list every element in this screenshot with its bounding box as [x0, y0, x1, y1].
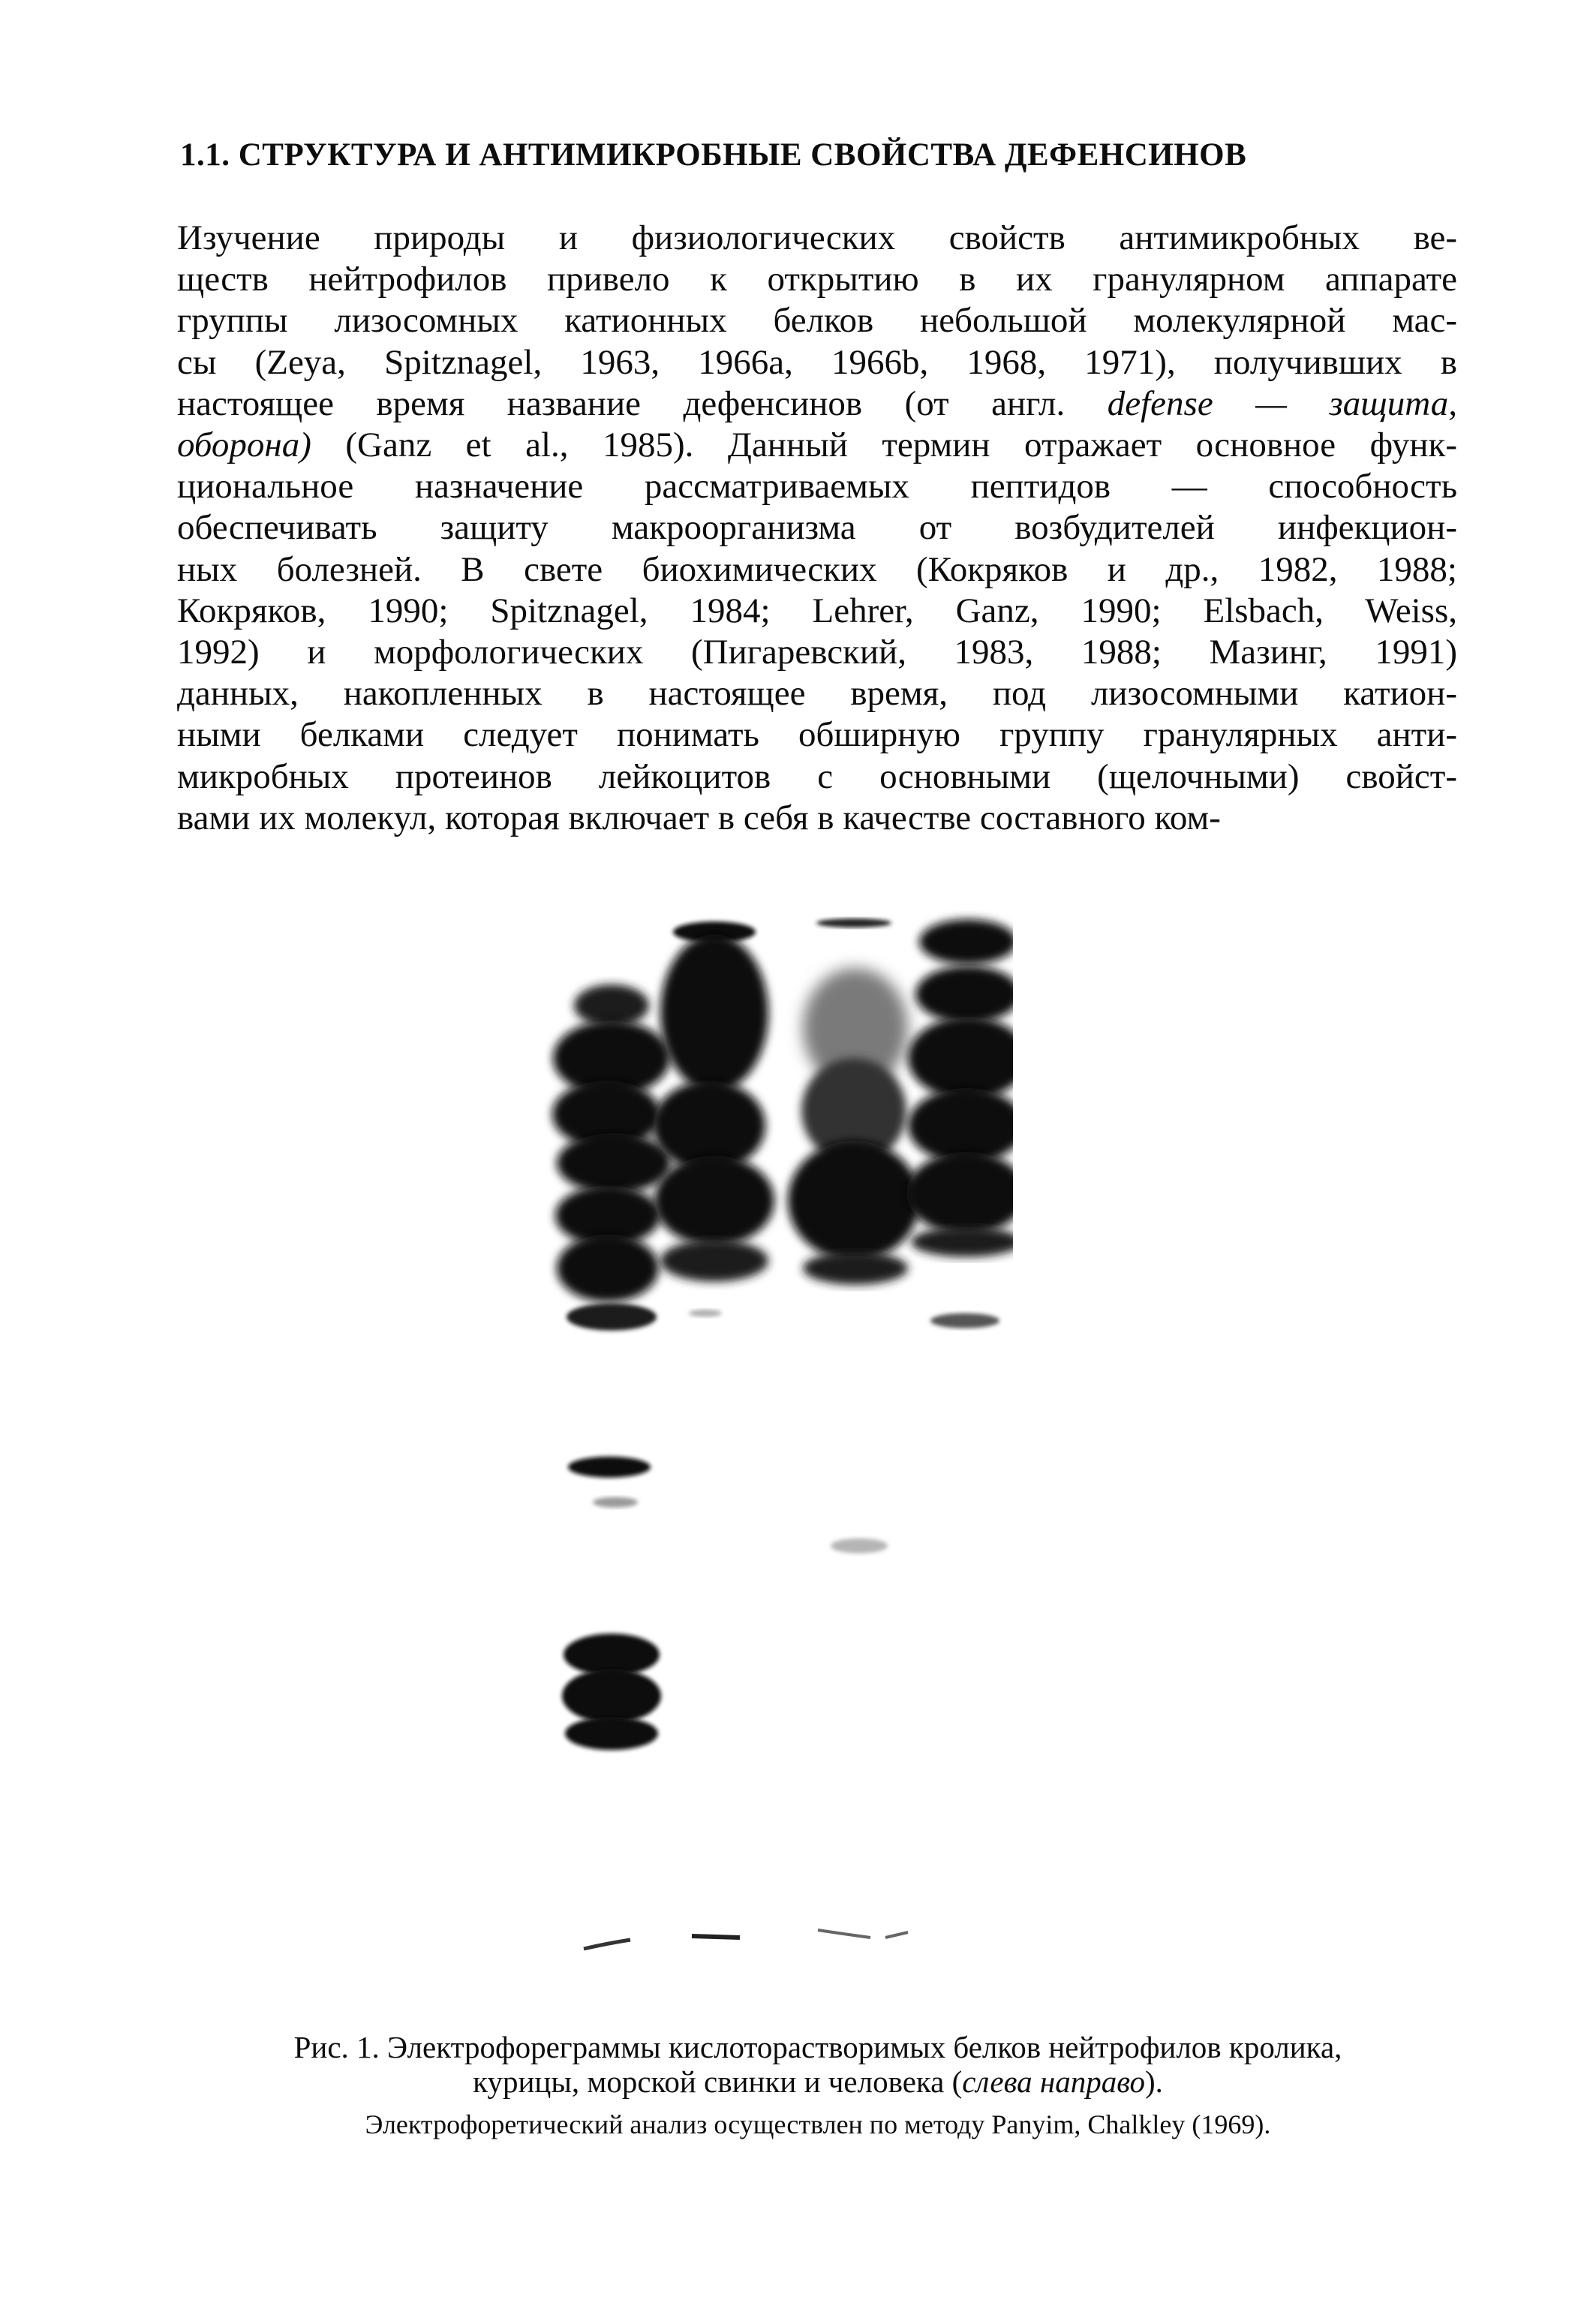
text-line: обеспечивать защиту макроорганизма от возбудителей инфекцион-	[177, 508, 1457, 548]
section-heading: 1.1. СТРУКТУРА И АНТИМИКРОБНЫЕ СВОЙСТВА ДЕФЕНСИНОВ	[180, 137, 1247, 173]
body-paragraph	[177, 218, 1457, 839]
caption-line-1: Рис. 1. Электрофореграммы кислоторастворимых белков нейтрофилов кролика,	[293, 2030, 1342, 2064]
text-line: ных болезней. В свете биохимических (Кокряков и др., 1982, 1988;	[177, 549, 1457, 589]
text-line: микробных протеинов лейкоцитов с основными (щелочными) свойст-	[177, 756, 1457, 796]
text-line: 1992) и морфологических (Пигаревский, 1983, 1988; Мазинг, 1991)	[177, 633, 1457, 672]
text-line: сы (Zeya, Spitznagel, 1963, 1966a, 1966b, 1968, 1971), получивших в	[177, 342, 1457, 382]
gel-lane-2	[653, 922, 774, 1938]
text-line: группы лизосомных катионных белков небольшой молекулярной мас-	[177, 301, 1457, 341]
figure-caption	[135, 2030, 1501, 2099]
text-line: ными белками следует понимать обширную группу гранулярных анти-	[177, 715, 1457, 755]
text-line	[177, 383, 1457, 425]
caption-italic: слева направо	[962, 2064, 1145, 2099]
text-line: циональное назначение рассматриваемых пептидов — способность	[177, 467, 1457, 507]
text-line: Изучение природы и физиологических свойств антимикробных ве-	[177, 218, 1457, 257]
text-segment: настоящее время название дефенсинов (от англ.	[177, 383, 1066, 423]
gel-lane-4	[906, 919, 1013, 1328]
text-line: данных, накопленных в настоящее время, под лизосомными катион-	[177, 674, 1457, 714]
italic-term: defense — защита,	[1107, 383, 1458, 423]
gel-lane-3	[788, 918, 920, 1938]
figure-note: Электрофоретический анализ осуществлен по методу Panyim, Chalkley (1969).	[365, 2109, 1271, 2139]
text-line: вами их молекул, которая включает в себя в качестве составного ком-	[177, 798, 1221, 837]
caption-end: ).	[1144, 2064, 1163, 2099]
text-line	[177, 425, 1457, 466]
text-segment: (Ganz et al., 1985). Данный термин отражает основное функ-	[345, 425, 1458, 465]
italic-term: оборона)	[177, 425, 311, 465]
text-line: ществ нейтрофилов привело к открытию в их гранулярном аппарате	[177, 260, 1457, 299]
electrophoregram-image	[518, 885, 1013, 1981]
caption-line-2: курицы, морской свинки и человека (	[473, 2064, 963, 2099]
text-line: Кокряков, 1990; Spitznagel, 1984; Lehrer, Ganz, 1990; Elsbach, Weiss,	[177, 591, 1457, 630]
